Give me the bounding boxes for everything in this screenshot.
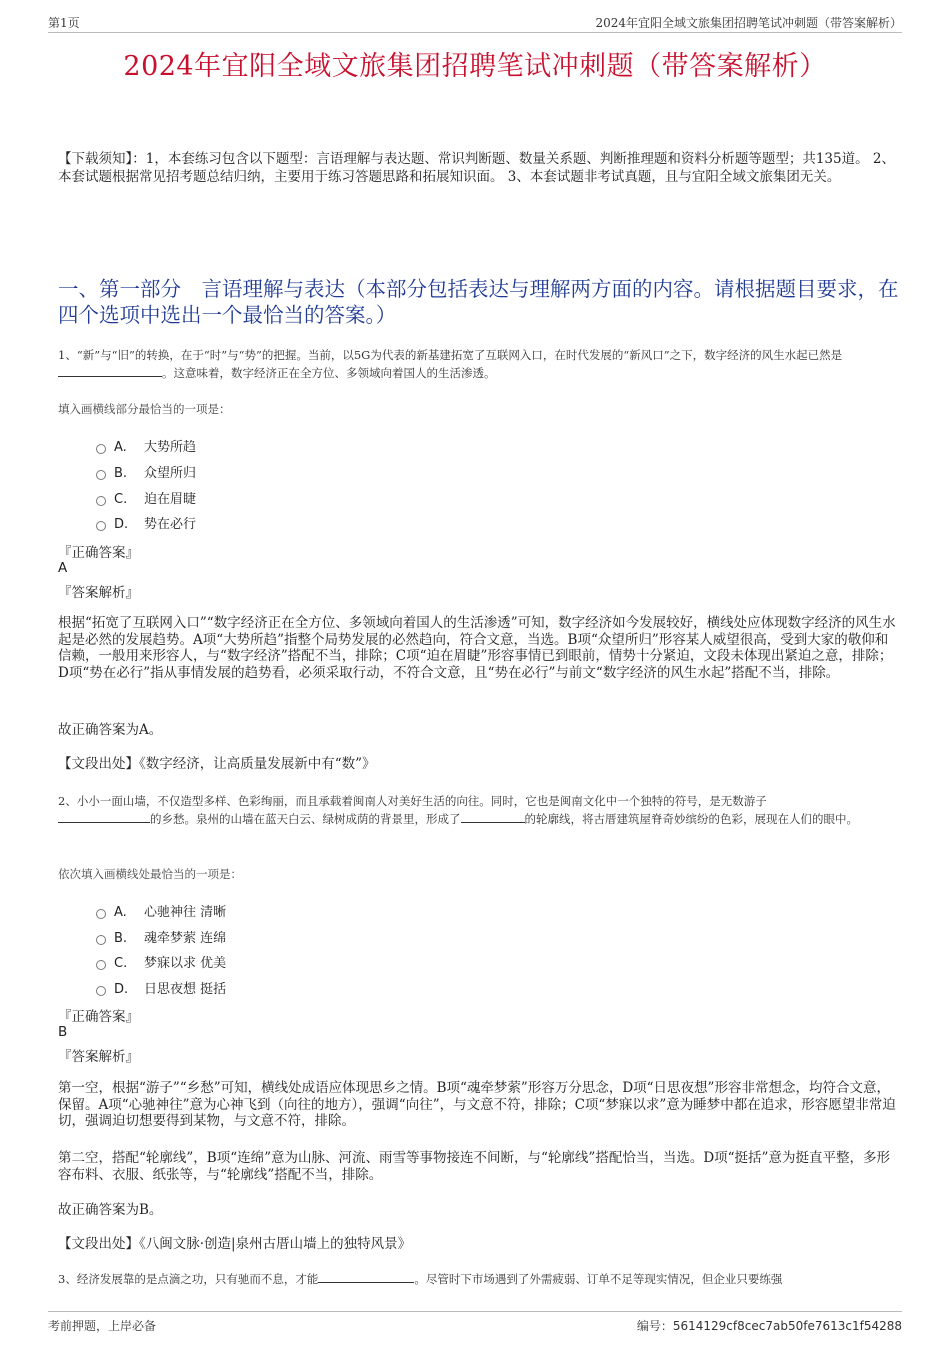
radio-icon[interactable] [96, 909, 106, 919]
question-1-analysis: 根据“拓宽了互联网入口”“数字经济正在全方位、多领域向着国人的生活渗透”可知，数字经济如今发展较好，横线处应体现数字经济的风生水起是必然的发展趋势。A项“大势所趋”指整个局势发展的必然趋向，符合文意，当选。B项“众望所归”形容某人威望很高，受到大家的敬仰和信赖，一般用来形容人，与“数字经济”搭配不当，排除；C项“迫在眉睫”形容事情已到眼前，情势十分紧迫，文段未体现出紧迫之意，排除；D项“势在必行”指从事情发展的趋势看，必须采取行动，不符合文意，且“势在必行”与前文“数字经济的风生水起”搭配不当，排除。 [58, 615, 896, 681]
question-2-option-d[interactable]: D. 日思夜想 挺括 [96, 978, 226, 998]
page-header [48, 10, 902, 33]
radio-icon[interactable] [96, 496, 106, 506]
question-2-answer: B [58, 1024, 68, 1040]
answer-blank [461, 810, 525, 823]
document-title: 2024年宜阳全域文旅集团招聘笔试冲刺题（带答案解析） [123, 51, 827, 82]
download-notice: 【下载须知】：1，本套练习包含以下题型：言语理解与表达题、常识判断题、数量关系题、判断推理题和资料分析题等题型；共135道。 2、本套试题根据常见招考题总结归纳，主要用于练习答题思路和拓展知识面。 3、本套试题非考试真题，且与宜阳全域文旅集团无关。 [58, 151, 895, 185]
question-2-analysis-2: 第二空，搭配“轮廓线”，B项“连绵”意为山脉、河流、雨雪等事物接连不间断，与“轮廓线”搭配恰当，当选。D项“挺括”意为挺直平整，多形容布料、衣服、纸张等，与“轮廓线”搭配不当，排除。 [58, 1150, 890, 1183]
question-2-source: 【文段出处】《八闽文脉·创造|泉州古厝山墙上的独特风景》 [58, 1236, 412, 1252]
analysis-label: 『答案解析』 [58, 1049, 139, 1065]
question-2-instruction: 依次填入画横线处最恰当的一项是： [58, 867, 242, 881]
answer-blank [318, 1270, 414, 1283]
header-doc-title: 2024年宜阳全域文旅集团招聘笔试冲刺题（带答案解析） [595, 16, 902, 30]
radio-icon[interactable] [96, 521, 106, 531]
footer-slogan: 考前押题，上岸必备 [48, 1319, 157, 1333]
question-2-conclusion: 故正确答案为B。 [58, 1202, 163, 1218]
section-heading: 一、第一部分 言语理解与表达（本部分包括表达与理解两方面的内容。请根据题目要求，在四个选项中选出一个最恰当的答案。） [58, 277, 899, 327]
correct-answer-label: 『正确答案』 [58, 1009, 139, 1025]
radio-icon[interactable] [96, 935, 106, 945]
question-2-option-a[interactable]: A. 心驰神往 清晰 [96, 901, 226, 921]
page-footer [48, 1311, 902, 1336]
question-2-option-c[interactable]: C. 梦寐以求 优美 [96, 952, 226, 972]
question-2-stem: 2、小小一面山墙，不仅造型多样、色彩绚丽，而且承载着闽南人对美好生活的向往。同时，它也是闽南文化中一个独特的符号，是无数游子 的乡愁。泉州的山墙在蓝天白云、绿树成荫的背景里，形成了 的轮廓线，将古厝建筑屋脊奇妙缤纷的色彩，展现在人们的眼中。 [58, 794, 858, 826]
analysis-label: 『答案解析』 [58, 585, 139, 601]
correct-answer-label: 『正确答案』 [58, 545, 139, 561]
question-1-option-b[interactable]: B. 众望所归 [96, 462, 196, 482]
question-1-stem: 1、“新”与“旧”的转换，在于“时”与“势”的把握。当前，以5G为代表的新基建拓宽了互联网入口，在时代发展的“新风口”之下，数字经济的风生水起已然是。这意味着，数字经济正在全方位、多领域向着国人的生活渗透。 [58, 348, 843, 380]
question-1-source: 【文段出处】《数字经济，让高质量发展新中有“数”》 [58, 756, 376, 772]
radio-icon[interactable] [96, 986, 106, 996]
question-1-option-c[interactable]: C. 迫在眉睫 [96, 488, 196, 508]
radio-icon[interactable] [96, 470, 106, 480]
footer-code: 编号：5614129cf8cec7ab50fe7613c1f54288 [636, 1319, 902, 1333]
question-1-answer: A [58, 560, 68, 576]
question-1-conclusion: 故正确答案为A。 [58, 722, 163, 738]
question-1-option-a[interactable]: A. 大势所趋 [96, 436, 196, 456]
radio-icon[interactable] [96, 444, 106, 454]
answer-blank [58, 810, 150, 823]
radio-icon[interactable] [96, 960, 106, 970]
question-2-option-b[interactable]: B. 魂牵梦萦 连绵 [96, 927, 226, 947]
answer-blank [58, 364, 162, 377]
question-1-instruction: 填入画横线部分最恰当的一项是： [58, 402, 231, 416]
question-2-analysis-1: 第一空，根据“游子”“乡愁”可知，横线处成语应体现思乡之情。B项“魂牵梦萦”形容万分思念，D项“日思夜想”形容非常想念，均符合文意，保留。A项“心驰神往”意为心神飞到（向往的地方），强调“向往”，与文意不符，排除；C项“梦寐以求”意为睡梦中都在追求，形容愿望非常迫切，强调迫切想要得到某物，与文意不符，排除。 [58, 1080, 896, 1130]
page-number: 第1页 [48, 16, 80, 30]
question-1-option-d[interactable]: D. 势在必行 [96, 513, 196, 533]
question-3-stem: 3、经济发展靠的是点滴之功，只有驰而不息，才能 。尽管时下市场遇到了外需疲弱、订单不足等现实情况，但企业只要练强 [58, 1272, 783, 1286]
